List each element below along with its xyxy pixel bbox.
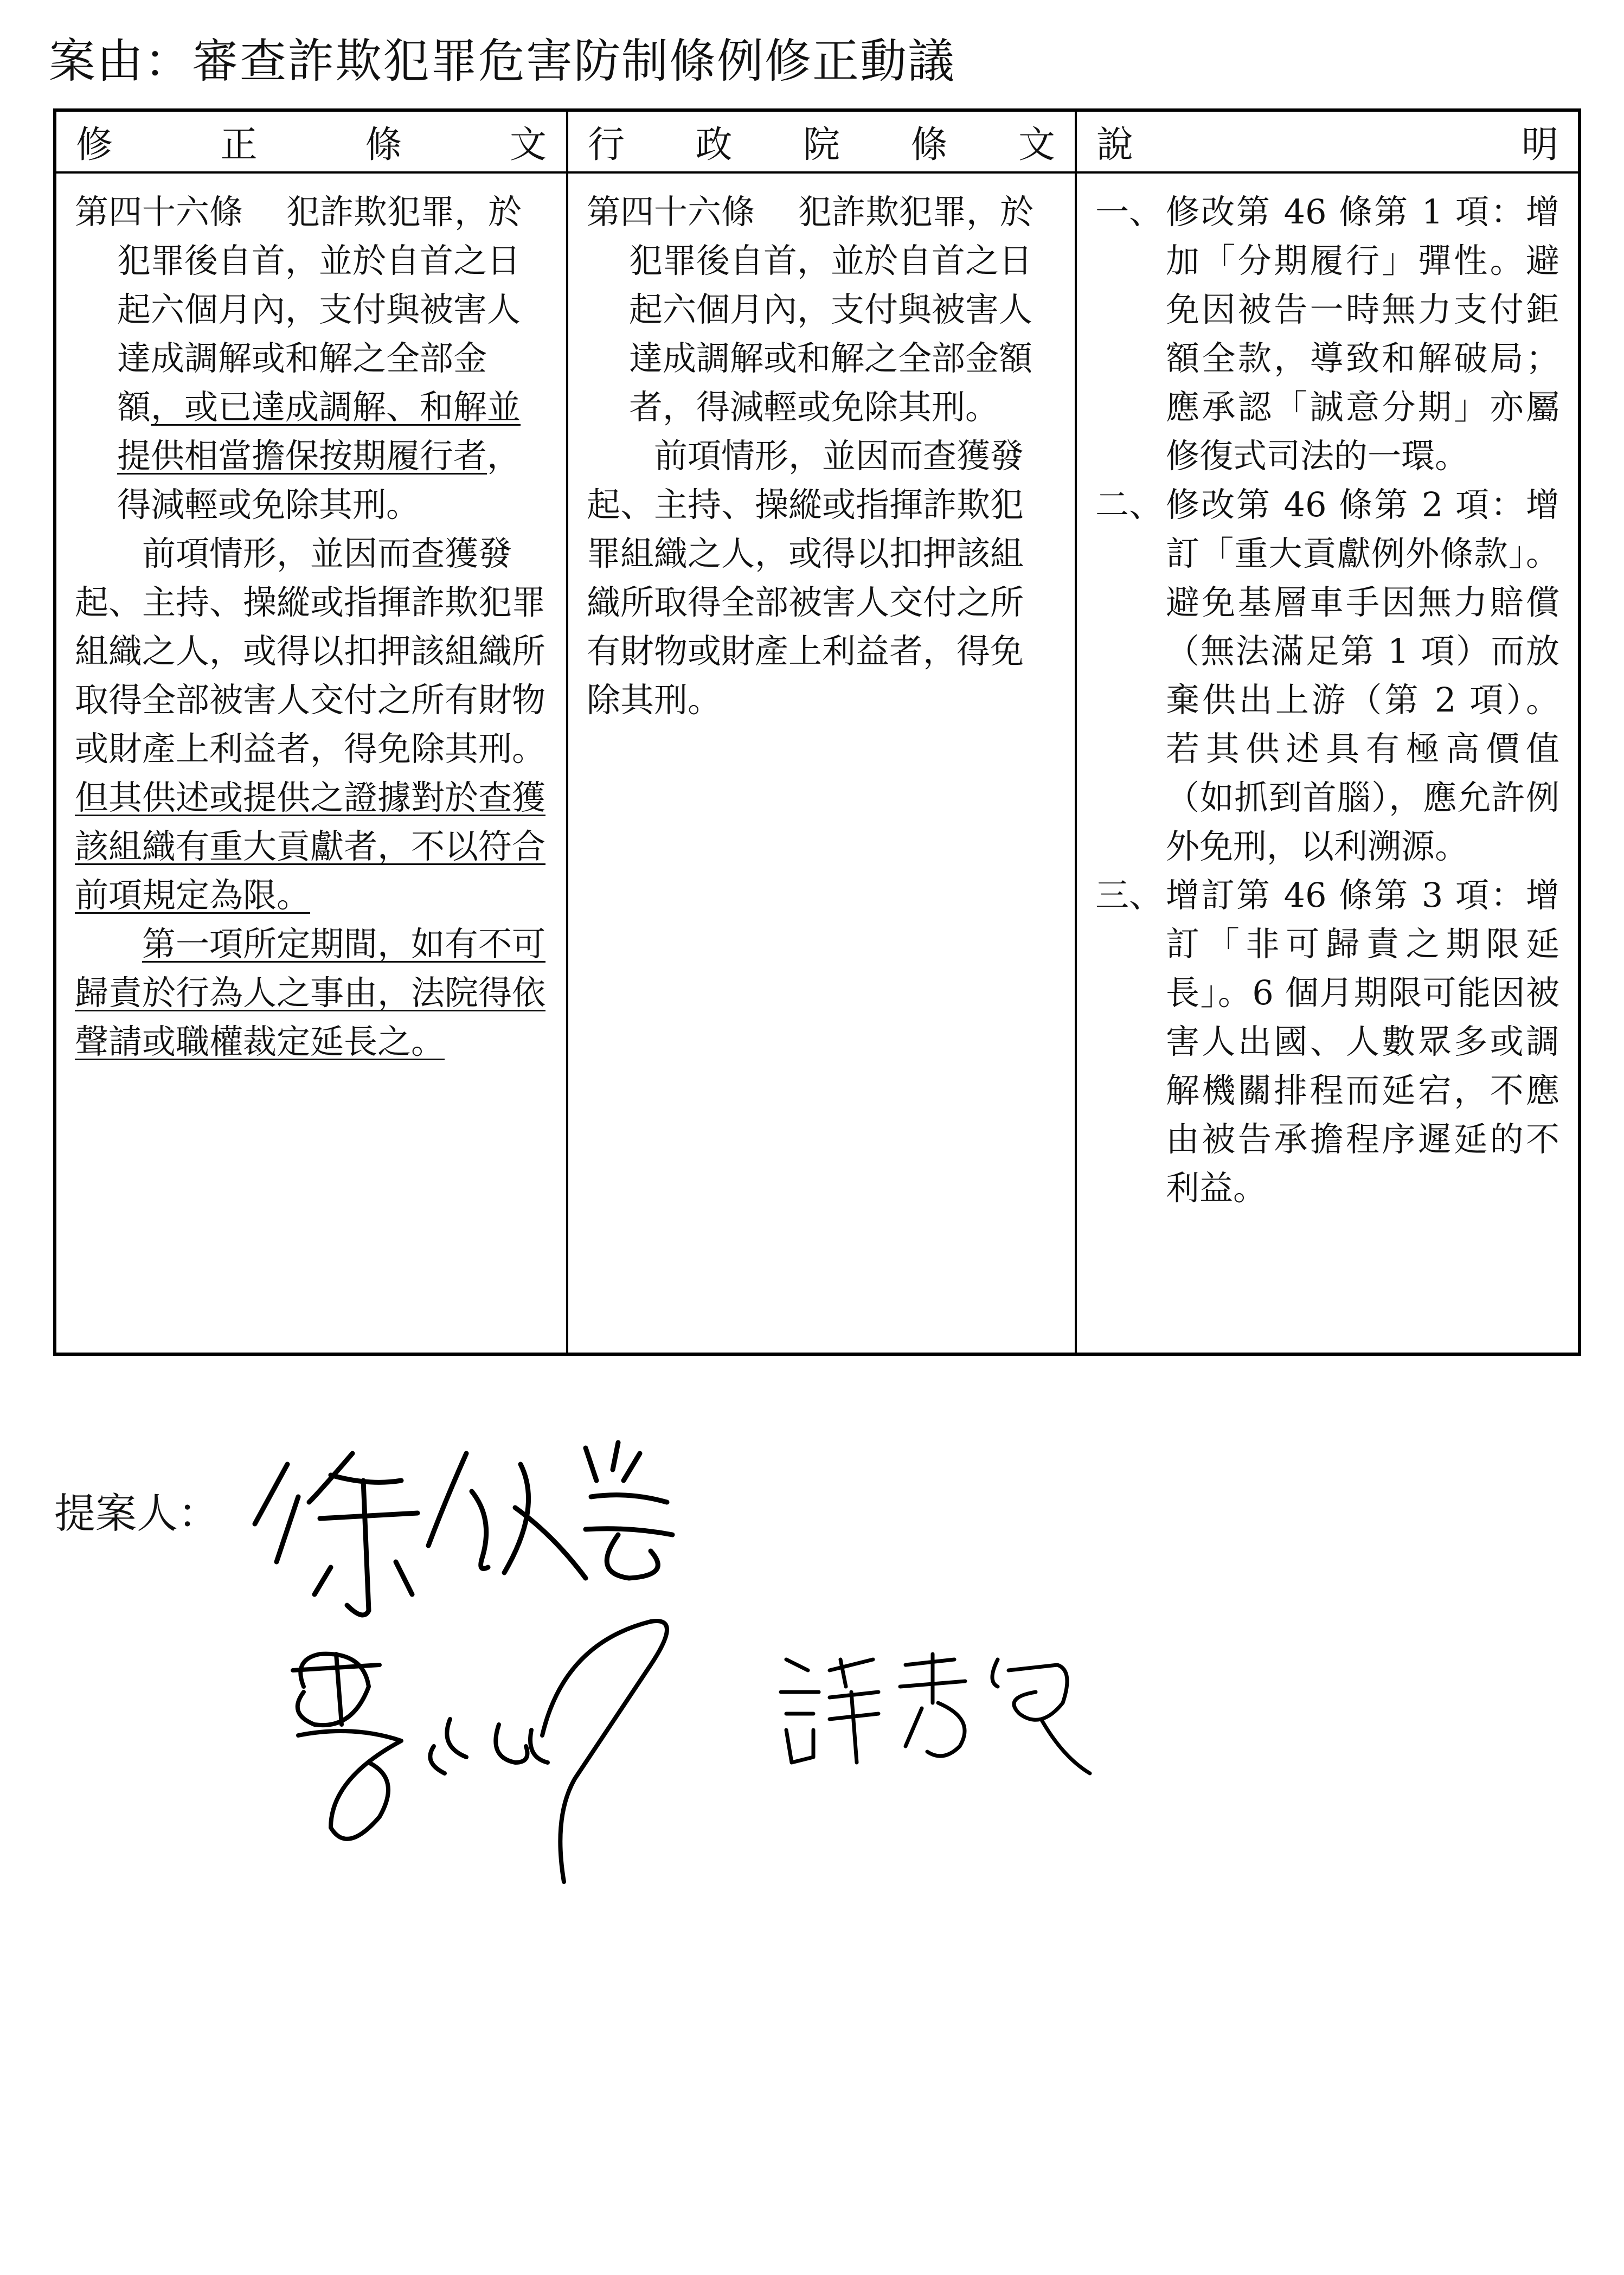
underlined-amendment: 但其供述或提供之證據對於查獲該組織有重大貢獻者，不以符合前項規定為限。 (75, 778, 546, 915)
table-body-row (55, 172, 1580, 1354)
amendment-comparison-table (53, 108, 1581, 1356)
item-number: 一、 (1095, 192, 1163, 232)
header-char: 明 (1521, 123, 1558, 166)
header-char: 文 (509, 123, 547, 166)
amended-paragraph-1 (75, 188, 548, 529)
header-executive-text (567, 110, 1076, 172)
item-text: 增訂第 46 條第 3 項：增訂「非可歸責之期限延長」。6 個月期限可能因被害人出國、人數眾多或調解機關排程而延宕，不應由被告承擔程序遲延的不利益。 (1166, 875, 1559, 1208)
text-segment: 犯詐欺犯罪，於犯罪後自首，並於自首之日起六個月內，支付與被害人達成調解或和解之全部金額 (117, 192, 522, 427)
executive-paragraph-1 (587, 188, 1056, 432)
signature-2 (271, 1600, 705, 1904)
list-item (1095, 480, 1559, 871)
amended-text-cell (55, 172, 567, 1354)
header-char: 文 (1018, 123, 1055, 166)
header-char: 行 (588, 123, 625, 166)
list-item (1095, 871, 1559, 1213)
text-segment: ，得減輕或免除其刑。 (117, 436, 521, 524)
page-title: 案由：審查詐欺犯罪危害防制條例修正動議 (49, 34, 955, 88)
list-item (1095, 188, 1559, 480)
proposer-label: 提案人： (54, 1489, 219, 1537)
item-number: 三、 (1095, 875, 1163, 915)
executive-paragraph-2 (587, 432, 1056, 725)
article-number: 第四十六條 (75, 192, 243, 232)
article-number: 第四十六條 (587, 192, 755, 232)
item-number: 二、 (1095, 485, 1163, 524)
header-char: 正 (220, 123, 258, 166)
explanation-list (1095, 188, 1559, 1213)
header-char: 院 (803, 123, 840, 166)
text-segment: 前項情形，並因而查獲發起、主持、操縱或指揮詐欺犯罪組織之人，或得以扣押該組織所取得全部被害人交付之所有財物或財產上利益者，得免除其刑。 (587, 436, 1024, 720)
amended-paragraph-2 (75, 529, 548, 920)
header-char: 政 (695, 123, 733, 166)
item-text: 修改第 46 條第 2 項：增訂「重大貢獻例外條款」。避免基層車手因無力賠償（無法滿足第 1 項）而放棄供出上游（第 2 項）。若其供述具有極高價值（如抓到首腦），應允許例外免刑，以利溯源。 (1166, 485, 1559, 866)
text-segment: 前項情形，並因而查獲發起、主持、操縱或指揮詐欺犯罪組織之人，或得以扣押該組織所取得全部被害人交付之所有財物或財產上利益者，得免除其刑。 (75, 534, 546, 768)
signature-3 (770, 1638, 1106, 1800)
header-explanation (1076, 110, 1580, 172)
amended-paragraph-3 (75, 920, 548, 1066)
header-char: 修 (76, 123, 113, 166)
text-segment: 犯詐欺犯罪，於犯罪後自首，並於自首之日起六個月內，支付與被害人達成調解或和解之全部金額者，得減輕或免除其刑。 (629, 192, 1034, 427)
executive-text-cell (567, 172, 1076, 1354)
header-amended-text (55, 110, 567, 172)
underlined-amendment: 第一項所定期間，如有不可歸責於行為人之事由，法院得依聲請或職權裁定延長之。 (75, 924, 546, 1061)
header-char: 條 (910, 123, 948, 166)
header-char: 說 (1096, 123, 1134, 166)
item-text: 修改第 46 條第 1 項：增加「分期履行」彈性。避免因被告一時無力支付鉅額全款，導致和解破局；應承認「誠意分期」亦屬修復式司法的一環。 (1166, 192, 1559, 476)
explanation-cell (1076, 172, 1580, 1354)
underlined-amendment: ，或已達成調解、和解並提供相當擔保按期履行者 (117, 387, 521, 476)
signature-1 (239, 1432, 727, 1627)
table-header-row (55, 110, 1580, 172)
header-char: 條 (365, 123, 402, 166)
